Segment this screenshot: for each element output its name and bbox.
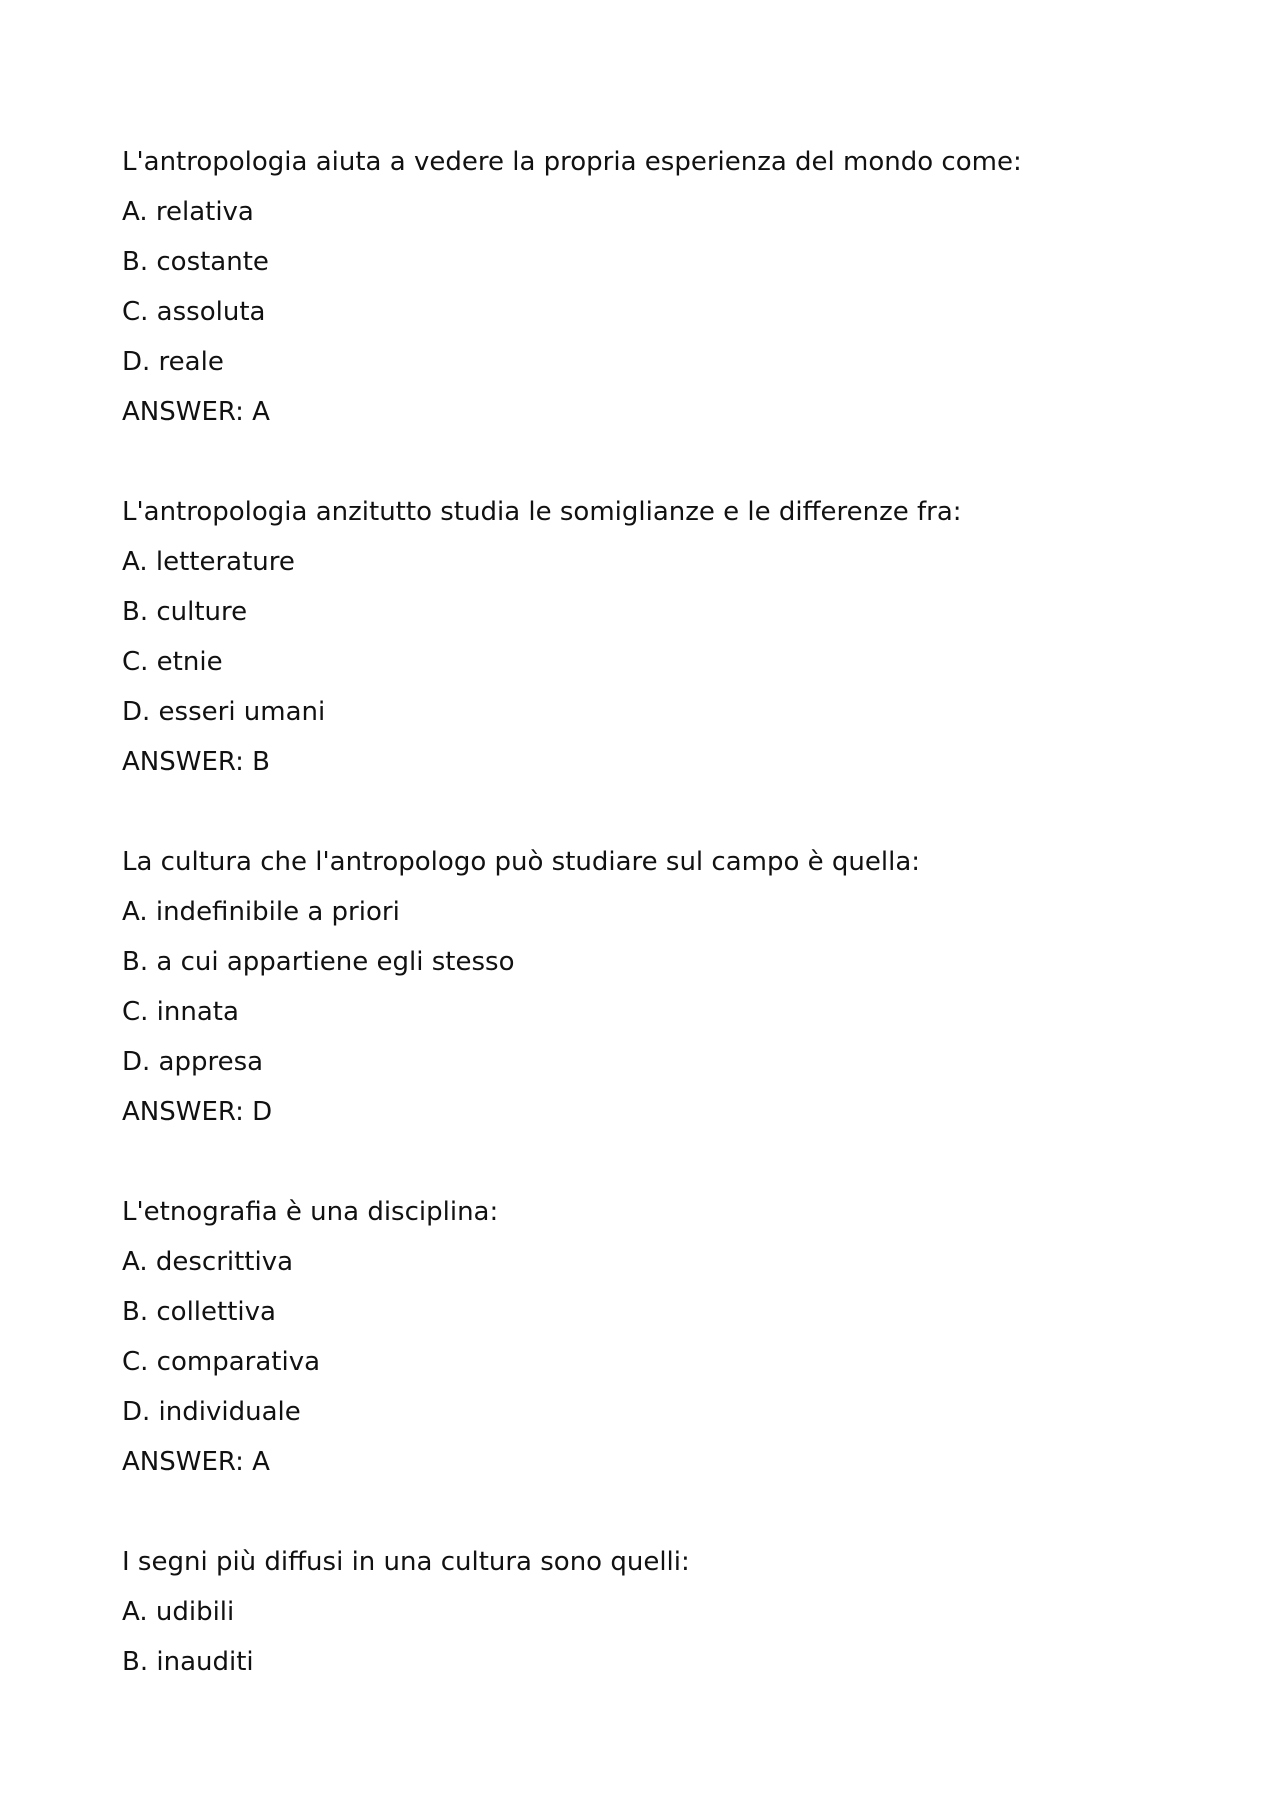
question-text: L'antropologia aiuta a vedere la propria esperienza del mondo come: xyxy=(122,147,1022,177)
question-block xyxy=(122,1197,1182,1497)
answer-line: ANSWER: D xyxy=(122,1097,273,1127)
option-a: A. indefinibile a priori xyxy=(122,897,400,927)
question-block xyxy=(122,847,1182,1147)
question-block xyxy=(122,497,1182,797)
option-c: C. innata xyxy=(122,997,239,1027)
option-b: B. costante xyxy=(122,247,269,277)
answer-line: ANSWER: B xyxy=(122,747,271,777)
option-b: B. a cui appartiene egli stesso xyxy=(122,947,515,977)
question-text: I segni più diffusi in una cultura sono quelli: xyxy=(122,1547,690,1577)
option-d: D. individuale xyxy=(122,1397,301,1427)
option-c: C. assoluta xyxy=(122,297,266,327)
option-a: A. udibili xyxy=(122,1597,235,1627)
option-a: A. descrittiva xyxy=(122,1247,294,1277)
question-block xyxy=(122,147,1182,447)
question-block xyxy=(122,1547,1182,1697)
option-b: B. culture xyxy=(122,597,248,627)
option-b: B. inauditi xyxy=(122,1647,254,1677)
question-text: L'antropologia anzitutto studia le somiglianze e le differenze fra: xyxy=(122,497,962,527)
option-c: C. comparativa xyxy=(122,1347,321,1377)
option-d: D. appresa xyxy=(122,1047,264,1077)
option-b: B. collettiva xyxy=(122,1297,276,1327)
question-text: La cultura che l'antropologo può studiare sul campo è quella: xyxy=(122,847,921,877)
answer-line: ANSWER: A xyxy=(122,1447,270,1477)
option-a: A. relativa xyxy=(122,197,254,227)
quiz-content xyxy=(122,147,1182,1747)
answer-line: ANSWER: A xyxy=(122,397,270,427)
option-d: D. reale xyxy=(122,347,224,377)
option-a: A. letterature xyxy=(122,547,295,577)
question-text: L'etnografia è una disciplina: xyxy=(122,1197,499,1227)
option-c: C. etnie xyxy=(122,647,223,677)
option-d: D. esseri umani xyxy=(122,697,326,727)
